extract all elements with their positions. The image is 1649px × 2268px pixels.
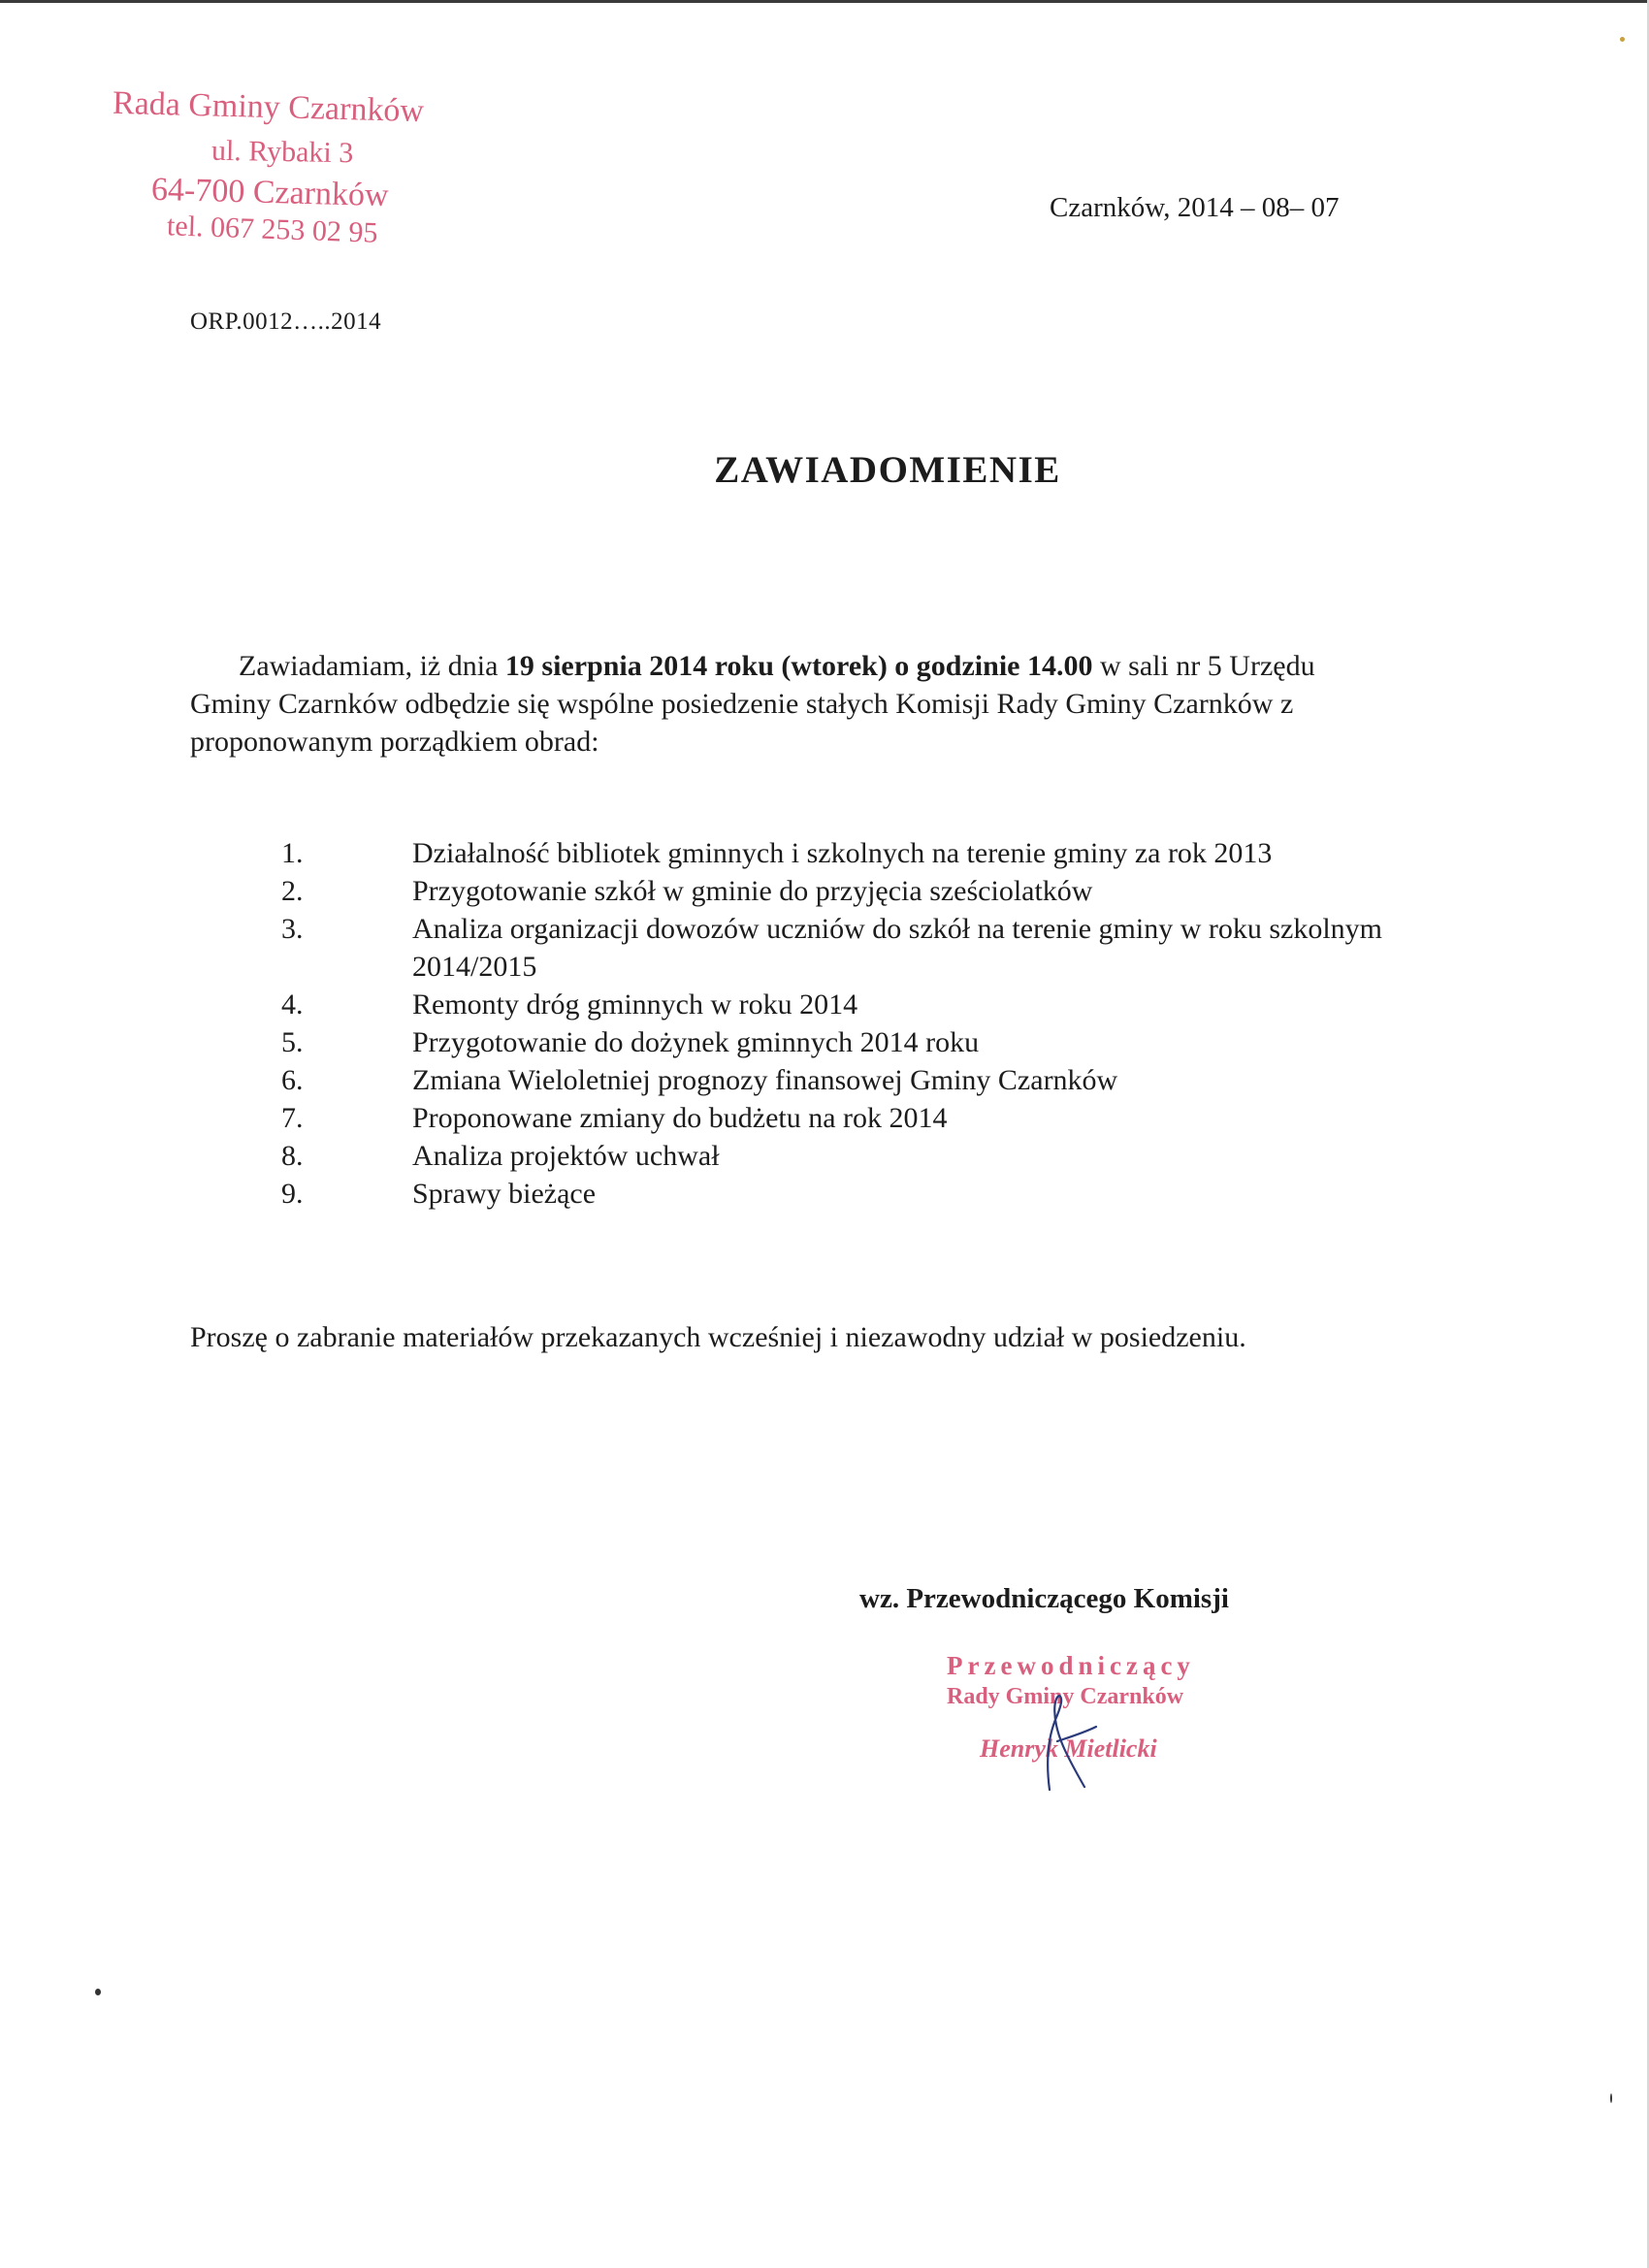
chairman-stamp-name: Henryk Mietlicki bbox=[980, 1734, 1157, 1763]
chairman-stamp-title: Przewodniczący bbox=[947, 1651, 1195, 1680]
agenda-item-number: 3. bbox=[281, 913, 304, 945]
agenda-item bbox=[281, 1175, 1387, 1213]
intro-text-end: w sali nr 5 Urzędu Gminy Czarnków odbędzie się wspólne posiedzenie stałych Komisji Rady Gminy Czarnków z proponowanym porządkiem obrad: bbox=[190, 650, 1315, 758]
agenda-item bbox=[281, 986, 1387, 1023]
agenda-item bbox=[281, 1061, 1387, 1099]
on-behalf-line: wz. Przewodniczącego Komisji bbox=[859, 1583, 1229, 1614]
agenda-item-number: 1. bbox=[281, 837, 304, 869]
agenda-item-text: Przygotowanie szkół w gminie do przyjęcia sześciolatków bbox=[412, 875, 1093, 907]
agenda-item-text: Proponowane zmiany do budżetu na rok 2014 bbox=[412, 1102, 948, 1134]
agenda-item-text: Zmiana Wieloletniej prognozy finansowej Gminy Czarnków bbox=[412, 1064, 1118, 1096]
agenda-item bbox=[281, 1023, 1387, 1061]
agenda-item-text: Przygotowanie do dożynek gminnych 2014 roku bbox=[412, 1026, 980, 1058]
agenda-item bbox=[281, 834, 1387, 872]
scan-speck bbox=[1620, 37, 1625, 42]
agenda-item bbox=[281, 1099, 1387, 1137]
agenda-item-number: 8. bbox=[281, 1140, 304, 1172]
agenda-item-text: Sprawy bieżące bbox=[412, 1178, 597, 1210]
agenda-item bbox=[281, 910, 1387, 986]
scan-edge-top bbox=[0, 0, 1649, 3]
agenda-item-number: 9. bbox=[281, 1178, 304, 1210]
agenda-item-number: 7. bbox=[281, 1102, 304, 1134]
stamp-phone: tel. 067 253 02 95 bbox=[166, 210, 379, 249]
chairman-stamp-council: Rady Gminy Czarnków bbox=[947, 1684, 1184, 1709]
agenda-item bbox=[281, 1137, 1387, 1175]
agenda-item bbox=[281, 872, 1387, 910]
agenda-item-text: Remonty dróg gminnych w roku 2014 bbox=[412, 988, 858, 1021]
closing-request: Proszę o zabranie materiałów przekazanych wcześniej i niezawodny udział w posiedzeniu. bbox=[190, 1321, 1246, 1353]
agenda-item-number: 4. bbox=[281, 988, 304, 1021]
intro-paragraph bbox=[190, 647, 1375, 761]
sender-stamp bbox=[107, 84, 514, 259]
intro-text-start: Zawiadamiam, iż dnia bbox=[239, 650, 505, 682]
agenda-item-text: Działalność bibliotek gminnych i szkolnych na terenie gminy za rok 2013 bbox=[412, 837, 1273, 869]
scan-speck bbox=[1610, 2093, 1612, 2103]
stamp-council-name: Rada Gminy Czarnków bbox=[112, 84, 425, 130]
reference-number: ORP.0012…..2014 bbox=[190, 308, 382, 335]
agenda-item-number: 6. bbox=[281, 1064, 304, 1096]
intro-date-time: 19 sierpnia 2014 roku (wtorek) o godzinie 14.00 bbox=[504, 650, 1093, 682]
scan-speck bbox=[95, 1989, 101, 1995]
document-title: ZAWIADOMIENIE bbox=[714, 449, 1061, 491]
agenda-item-text: Analiza organizacji dowozów uczniów do szkół na terenie gminy w roku szkolnym 2014/2015 bbox=[412, 913, 1383, 983]
handwritten-signature bbox=[999, 1669, 1145, 1795]
agenda-list bbox=[281, 834, 1387, 1213]
agenda-item-number: 5. bbox=[281, 1026, 304, 1058]
stamp-street: ul. Rybaki 3 bbox=[210, 134, 354, 170]
place-and-date: Czarnków, 2014 – 08– 07 bbox=[1050, 192, 1340, 223]
agenda-item-number: 2. bbox=[281, 875, 304, 907]
agenda-item-text: Analiza projektów uchwał bbox=[412, 1140, 720, 1172]
stamp-postal-city: 64-700 Czarnków bbox=[150, 171, 390, 214]
